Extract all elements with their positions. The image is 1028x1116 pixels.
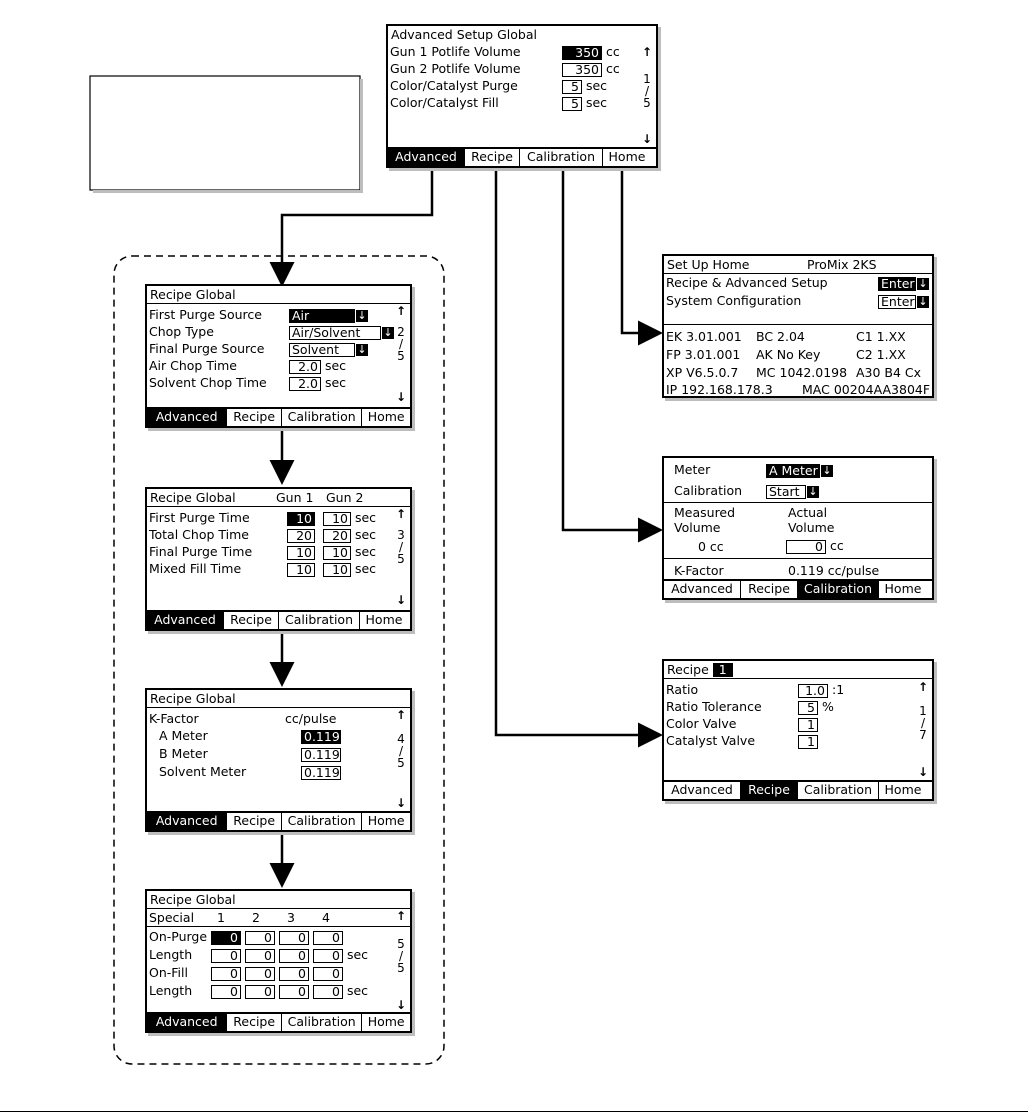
- gun1-final-purge-field[interactable]: 10: [287, 546, 315, 560]
- field-label: Meter: [674, 462, 711, 477]
- measured-volume-value: 0 cc: [698, 539, 724, 554]
- page-indicator: 1 / 5: [643, 72, 651, 110]
- chevron-down-icon[interactable]: ↓: [918, 294, 928, 308]
- final-purge-time-row: Final Purge Time 10 10 sec: [149, 544, 377, 560]
- page-indicator: 2 / 5: [397, 325, 405, 363]
- on-fill-2-field[interactable]: 0: [245, 967, 275, 981]
- system-configuration-enter-button[interactable]: Enter: [878, 295, 916, 309]
- scroll-down-arrow-icon[interactable]: ↓: [641, 132, 652, 146]
- tab-bar: [388, 147, 656, 166]
- recipe-global-page3-screen: [145, 487, 412, 631]
- tab-home[interactable]: Home: [884, 581, 922, 596]
- product-name: ProMix 2KS: [807, 257, 877, 272]
- page-indicator: 5 / 5: [397, 937, 405, 975]
- field-label: Solvent Meter: [159, 764, 247, 779]
- scroll-down-arrow-icon[interactable]: ↓: [395, 593, 406, 607]
- chevron-down-icon[interactable]: ↓: [918, 276, 928, 290]
- unit-label: cc: [605, 44, 620, 59]
- tab-recipe[interactable]: Recipe: [741, 782, 798, 799]
- divider: [664, 502, 932, 503]
- on-purge-2-field[interactable]: 0: [245, 931, 275, 945]
- calibration-screen: [662, 456, 934, 600]
- field-label: Color/Catalyst Purge: [390, 78, 518, 93]
- color-valve-field[interactable]: 1: [798, 718, 818, 732]
- purge-length-3-field[interactable]: 0: [279, 949, 309, 963]
- gun2-final-purge-field[interactable]: 10: [323, 546, 351, 560]
- tab-calibration[interactable]: Calibration: [520, 149, 603, 166]
- purge-length-1-field[interactable]: 0: [211, 949, 241, 963]
- gun2-total-chop-field[interactable]: 20: [323, 529, 351, 543]
- solvent-chop-time-row: [149, 374, 346, 391]
- scroll-down-arrow-icon[interactable]: ↓: [395, 796, 406, 810]
- ratio-tolerance-row: Ratio Tolerance 5 %: [666, 699, 834, 715]
- page-indicator: 3 / 5: [397, 528, 405, 566]
- tab-bar: [147, 1012, 410, 1031]
- on-fill-row: [149, 964, 343, 981]
- tab-advanced[interactable]: Advanced: [147, 1014, 227, 1031]
- fill-length-1-field[interactable]: 0: [211, 985, 241, 999]
- screen-title: Recipe Global: [147, 286, 410, 304]
- chevron-down-icon[interactable]: ↓: [357, 342, 367, 356]
- screen-title: Recipe Global: [147, 891, 410, 909]
- field-label: First Purge Source: [149, 307, 262, 322]
- divider: [664, 324, 932, 325]
- a-meter-kfactor-field[interactable]: 0.119: [301, 730, 341, 744]
- on-purge-4-field[interactable]: 0: [313, 931, 343, 945]
- tab-home[interactable]: Home: [367, 1014, 405, 1029]
- tab-bar: [147, 610, 410, 629]
- scroll-up-arrow-icon[interactable]: ↑: [395, 304, 406, 318]
- catalyst-valve-field[interactable]: 1: [798, 735, 818, 749]
- gun2-first-purge-field[interactable]: 10: [323, 512, 351, 526]
- kfactor-row: [674, 562, 879, 579]
- tab-calibration[interactable]: Calibration: [279, 612, 360, 629]
- tab-home[interactable]: Home: [884, 782, 922, 797]
- chevron-down-icon[interactable]: ↓: [383, 325, 393, 339]
- tab-bar: [147, 407, 410, 426]
- tab-recipe[interactable]: Recipe: [224, 612, 279, 629]
- version-row: EK 3.01.001 BC 2.04 C1 1.XX: [666, 329, 906, 344]
- kfactor-value: 0.119 cc/pulse: [788, 563, 880, 578]
- air-chop-time-field[interactable]: 2.0: [289, 360, 321, 374]
- gun1-total-chop-field[interactable]: 20: [287, 529, 315, 543]
- meter-dropdown[interactable]: A Meter: [766, 464, 820, 478]
- final-purge-source-row: [149, 340, 368, 357]
- solvent-meter-kfactor-field[interactable]: 0.119: [301, 766, 341, 780]
- color-catalyst-fill-row: [390, 94, 607, 111]
- purge-length-4-field[interactable]: 0: [313, 949, 343, 963]
- solvent-chop-time-field[interactable]: 2.0: [289, 377, 321, 391]
- scroll-down-arrow-icon[interactable]: ↓: [395, 998, 406, 1012]
- solvent-meter-row: [159, 763, 341, 780]
- tab-advanced[interactable]: Advanced: [147, 409, 227, 426]
- tab-bar: [664, 579, 932, 598]
- final-purge-source-dropdown[interactable]: Solvent: [289, 343, 355, 357]
- ratio-field[interactable]: 1.0: [798, 684, 828, 698]
- screen-title: Advanced Setup Global: [391, 27, 537, 42]
- calibration-row: [674, 482, 819, 499]
- tab-bar: [664, 780, 932, 799]
- field-label: Ratio Tolerance: [666, 699, 762, 714]
- scroll-up-arrow-icon[interactable]: ↑: [641, 45, 652, 59]
- field-label: Calibration: [674, 483, 743, 498]
- kfactor-label: K-Factor: [149, 711, 199, 726]
- menu-label: Recipe & Advanced Setup: [666, 275, 828, 290]
- field-label: Air Chop Time: [149, 358, 237, 373]
- actual-volume-field[interactable]: 0: [786, 540, 826, 554]
- purge-length-2-field[interactable]: 0: [245, 949, 275, 963]
- field-label: On-Fill: [149, 965, 188, 980]
- screen-title: Set Up Home ProMix 2KS: [664, 256, 932, 274]
- tab-recipe[interactable]: Recipe: [227, 409, 282, 426]
- on-purge-row: [149, 928, 343, 945]
- special-header-row: Special 1 2 3 4: [147, 909, 410, 927]
- on-fill-4-field[interactable]: 0: [313, 967, 343, 981]
- arrow-home-to-setup-home: [622, 170, 658, 333]
- recipe-screen: [662, 659, 934, 801]
- tab-home[interactable]: Home: [367, 409, 405, 424]
- ip-address: IP 192.168.178.3: [666, 382, 773, 397]
- tab-advanced[interactable]: Advanced: [664, 581, 741, 598]
- field-label: Gun 2 Potlife Volume: [390, 61, 521, 76]
- first-purge-source-row: [149, 306, 368, 323]
- tab-bar: [147, 811, 410, 830]
- color-catalyst-fill-field[interactable]: 5: [562, 97, 582, 111]
- field-label: Total Chop Time: [149, 527, 249, 542]
- page-indicator: 4 / 5: [397, 732, 405, 770]
- mac-address: MAC 00204AA3804F: [802, 382, 931, 397]
- tab-calibration[interactable]: Calibration: [798, 581, 879, 598]
- field-label: Color/Catalyst Fill: [390, 95, 499, 110]
- kfactor-header-row: [149, 710, 337, 727]
- tab-advanced[interactable]: Advanced: [147, 612, 224, 629]
- recipe-advanced-enter-button[interactable]: Enter: [878, 277, 916, 291]
- empty-callout-box: [90, 76, 360, 190]
- recipe-advanced-setup-row: [666, 274, 929, 291]
- divider: [664, 558, 932, 559]
- on-purge-3-field[interactable]: 0: [279, 931, 309, 945]
- tab-recipe[interactable]: Recipe: [227, 1014, 282, 1031]
- actual-volume-label: Actual Volume: [788, 505, 835, 535]
- field-label: A Meter: [159, 728, 208, 743]
- total-chop-time-row: Total Chop Time 20 20 sec: [149, 527, 377, 543]
- unit-label: cc: [605, 61, 620, 76]
- tab-calibration[interactable]: Calibration: [798, 782, 879, 799]
- scroll-up-arrow-icon[interactable]: ↑: [395, 708, 406, 722]
- advanced-setup-global-screen: [386, 24, 658, 168]
- tab-calibration[interactable]: Calibration: [282, 813, 362, 830]
- screen-title: Recipe 1: [664, 661, 932, 679]
- mixed-fill-time-row: Mixed Fill Time 10 10 sec: [149, 561, 377, 577]
- field-label: On-Purge: [149, 929, 208, 944]
- field-label: Gun 1 Potlife Volume: [390, 44, 521, 59]
- calibration-start-dropdown[interactable]: Start: [766, 485, 806, 499]
- air-chop-time-row: [149, 357, 346, 374]
- a-meter-row: [159, 727, 341, 744]
- tab-advanced[interactable]: Advanced: [388, 149, 465, 166]
- gun1-header: Gun 1: [276, 490, 314, 505]
- field-label: Solvent Chop Time: [149, 375, 267, 390]
- gun2-mixed-fill-field[interactable]: 10: [323, 563, 351, 577]
- gun2-potlife-row: [390, 60, 620, 77]
- chop-type-dropdown[interactable]: Air/Solvent: [289, 326, 381, 340]
- screen-title: Recipe Global Gun 1 Gun 2: [147, 489, 410, 507]
- tab-advanced[interactable]: Advanced: [147, 813, 227, 830]
- chevron-down-icon[interactable]: ↓: [822, 463, 832, 477]
- catalyst-valve-row: [666, 732, 818, 749]
- scroll-up-arrow-icon[interactable]: ↑: [917, 680, 928, 694]
- meter-row: [674, 461, 833, 478]
- arrow-recipe-to-recipe-screen: [496, 170, 658, 735]
- tab-calibration[interactable]: Calibration: [282, 1014, 362, 1031]
- screen-title: Recipe Global: [147, 690, 410, 708]
- fill-length-2-field[interactable]: 0: [245, 985, 275, 999]
- recipe-number-field[interactable]: 1: [713, 663, 733, 677]
- field-label: Chop Type: [149, 324, 214, 339]
- field-label: Color Valve: [666, 716, 737, 731]
- on-fill-3-field[interactable]: 0: [279, 967, 309, 981]
- recipe-global-page2-screen: [145, 284, 412, 428]
- fill-length-row: Length 0 0 0 0 sec: [149, 983, 369, 999]
- recipe-global-page5-screen: [145, 889, 412, 1033]
- scroll-up-arrow-icon[interactable]: ↑: [395, 507, 406, 521]
- scroll-up-arrow-icon[interactable]: ↑: [395, 909, 406, 923]
- on-purge-1-field[interactable]: 0: [211, 931, 241, 945]
- actual-volume-row: 0 cc: [786, 537, 844, 554]
- first-purge-time-row: First Purge Time 10 10 sec: [149, 510, 377, 526]
- network-row: [666, 381, 930, 398]
- gun2-header: Gun 2: [326, 490, 364, 505]
- tab-recipe[interactable]: Recipe: [741, 581, 798, 598]
- tab-home[interactable]: Home: [365, 612, 403, 627]
- system-configuration-row: [666, 292, 929, 309]
- ratio-row: Ratio 1.0 :1: [666, 682, 845, 698]
- measured-volume-label: Measured Volume: [674, 505, 736, 535]
- gun2-potlife-field[interactable]: 350: [562, 63, 602, 77]
- scroll-down-arrow-icon[interactable]: ↓: [395, 390, 406, 404]
- unit-label: sec: [324, 375, 347, 390]
- gun1-first-purge-field[interactable]: 10: [287, 512, 315, 526]
- chevron-down-icon[interactable]: ↓: [808, 484, 818, 498]
- field-label: Length: [149, 983, 193, 998]
- on-fill-1-field[interactable]: 0: [211, 967, 241, 981]
- field-label: Catalyst Valve: [666, 733, 756, 748]
- tab-calibration[interactable]: Calibration: [282, 409, 362, 426]
- menu-label: System Configuration: [666, 293, 802, 308]
- recipe-global-page4-screen: [145, 688, 412, 832]
- page-bottom-rule: [0, 1111, 1028, 1112]
- ratio-tolerance-field[interactable]: 5: [798, 701, 818, 715]
- field-label: First Purge Time: [149, 510, 250, 525]
- b-meter-kfactor-field[interactable]: 0.119: [301, 748, 341, 762]
- special-label: Special: [149, 910, 195, 925]
- fill-length-3-field[interactable]: 0: [279, 985, 309, 999]
- arrow-calibration-to-calibration-screen: [563, 170, 658, 530]
- field-label: B Meter: [159, 746, 208, 761]
- field-label: Length: [149, 947, 193, 962]
- tab-home[interactable]: Home: [367, 813, 405, 828]
- gun1-mixed-fill-field[interactable]: 10: [287, 563, 315, 577]
- page-indicator: 1 / 7: [919, 704, 927, 742]
- purge-length-row: Length 0 0 0 0 sec: [149, 947, 369, 963]
- unit-label: sec: [585, 95, 608, 110]
- color-catalyst-purge-field[interactable]: 5: [562, 80, 582, 94]
- gun1-potlife-field[interactable]: 350: [562, 46, 602, 60]
- unit-label: sec: [324, 358, 347, 373]
- tab-recipe[interactable]: Recipe: [227, 813, 282, 830]
- field-label: Mixed Fill Time: [149, 561, 242, 576]
- color-catalyst-purge-row: [390, 77, 607, 94]
- gun1-potlife-row: [390, 43, 620, 60]
- field-label: K-Factor: [674, 563, 724, 578]
- version-row: FP 3.01.001 AK No Key C2 1.XX: [666, 347, 906, 362]
- b-meter-row: [159, 745, 341, 762]
- unit-label: cc/pulse: [285, 711, 337, 726]
- tab-home[interactable]: Home: [608, 149, 646, 164]
- first-purge-source-dropdown[interactable]: Air: [289, 309, 355, 323]
- field-label: Final Purge Time: [149, 544, 253, 559]
- color-valve-row: [666, 715, 818, 732]
- unit-label: sec: [585, 78, 608, 93]
- chevron-down-icon[interactable]: ↓: [357, 308, 367, 322]
- version-row: XP V6.5.0.7 MC 1042.0198 A30 B4 Cx: [666, 365, 922, 380]
- field-label: Ratio: [666, 682, 699, 697]
- tab-recipe[interactable]: Recipe: [465, 149, 520, 166]
- scroll-down-arrow-icon[interactable]: ↓: [917, 765, 928, 779]
- field-label: Final Purge Source: [149, 341, 265, 356]
- fill-length-4-field[interactable]: 0: [313, 985, 343, 999]
- setup-home-screen: [662, 254, 934, 398]
- chop-type-row: [149, 323, 394, 340]
- tab-advanced[interactable]: Advanced: [664, 782, 741, 799]
